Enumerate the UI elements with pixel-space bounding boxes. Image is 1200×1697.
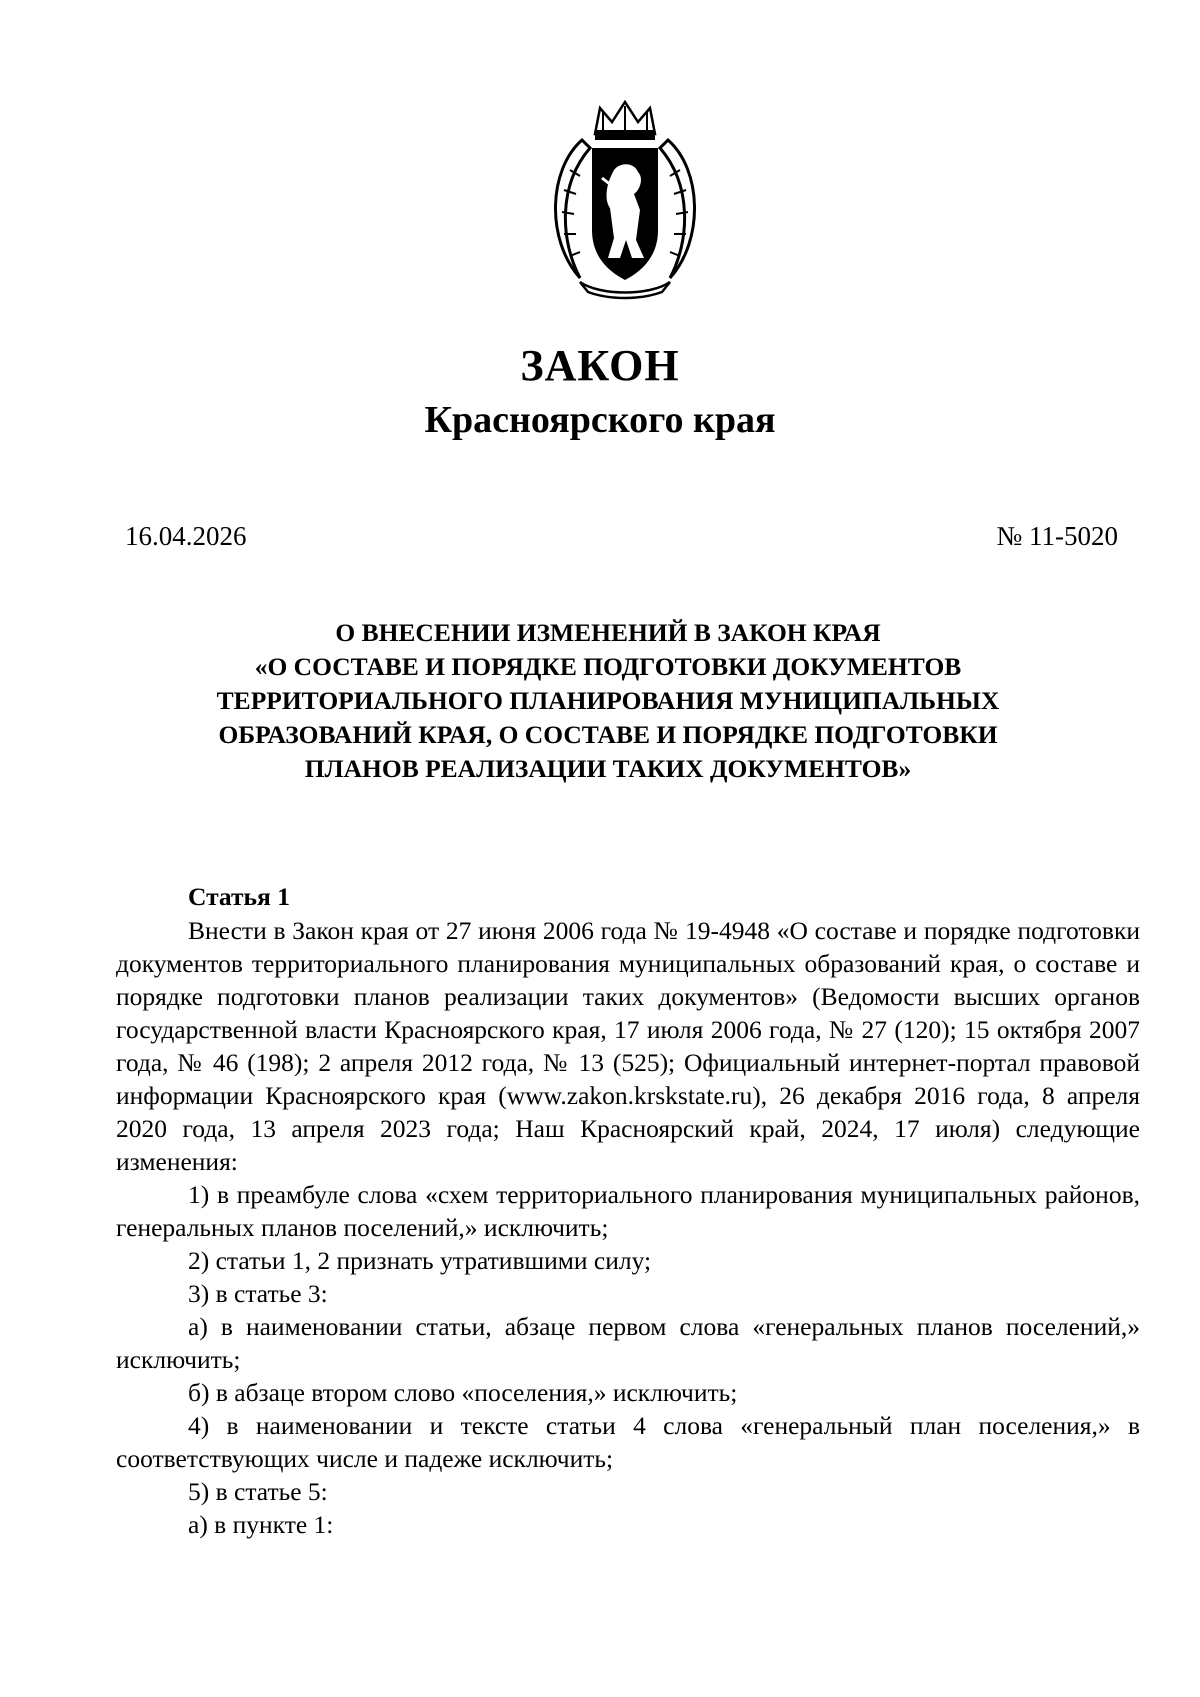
paragraph: а) в пункте 1: [188, 1510, 334, 1539]
law-heading [150, 616, 1066, 786]
paragraph: 4) в наименовании и тексте статьи 4 слова «генеральный план поселения,» в соответствующих числе и падеже исключить; [116, 1411, 1140, 1473]
paragraph: а) в наименовании статьи, абзаце первом слова «генеральных планов поселений,» исключить; [116, 1312, 1140, 1374]
paragraph: б) в абзаце втором слово «поселения,» исключить; [188, 1378, 738, 1407]
heading-line: «О СОСТАВЕ И ПОРЯДКЕ ПОДГОТОВКИ ДОКУМЕНТОВ [254, 652, 962, 681]
paragraph: Внести в Закон края от 27 июня 2006 года № 19-4948 «О составе и порядке подготовки документов территориального планирования муниципальных образований края, о составе и порядке подготовки планов реализации таких документов» (Ведомости высших органов государственной власти Красноярского края, 17 июля 2006 года, № 27 (120); 15 октября 2007 года, № 46 (198); 2 апреля 2012 года, № 13 (525); Официальный интернет-портал правовой информации Красноярского края (www.zakon.krskstate.ru), 26 декабря 2016 года, 8 апреля 2020 года, 13 апреля 2023 года; Наш Красноярский край, 2024, 17 июля) следующие изменения: [116, 916, 1140, 1176]
article-title: Статья 1 [188, 882, 290, 911]
document-title: ЗАКОН [520, 341, 680, 390]
heading-line: ОБРАЗОВАНИЙ КРАЯ, О СОСТАВЕ И ПОРЯДКЕ ПОДГОТОВКИ [218, 720, 998, 749]
heading-line: ТЕРРИТОРИАЛЬНОГО ПЛАНИРОВАНИЯ МУНИЦИПАЛЬНЫХ [216, 686, 1000, 715]
heading-line: ПЛАНОВ РЕАЛИЗАЦИИ ТАКИХ ДОКУМЕНТОВ» [304, 754, 912, 783]
paragraph: 3) в статье 3: [188, 1279, 328, 1308]
paragraph: 2) статьи 1, 2 признать утратившими силу; [188, 1246, 652, 1275]
heading-line: О ВНЕСЕНИИ ИЗМЕНЕНИЙ В ЗАКОН КРАЯ [335, 618, 881, 647]
document-subtitle: Красноярского края [424, 399, 776, 441]
paragraph: 5) в статье 5: [188, 1477, 328, 1506]
article-body [116, 880, 1140, 1541]
paragraph: 1) в преамбуле слова «схем территориального планирования муниципальных районов, генеральных планов поселений,» исключить; [116, 1180, 1140, 1242]
document-date: 16.04.2026 [125, 521, 247, 551]
coat-of-arms-icon [540, 100, 710, 300]
document-number: № 11-5020 [996, 521, 1118, 551]
